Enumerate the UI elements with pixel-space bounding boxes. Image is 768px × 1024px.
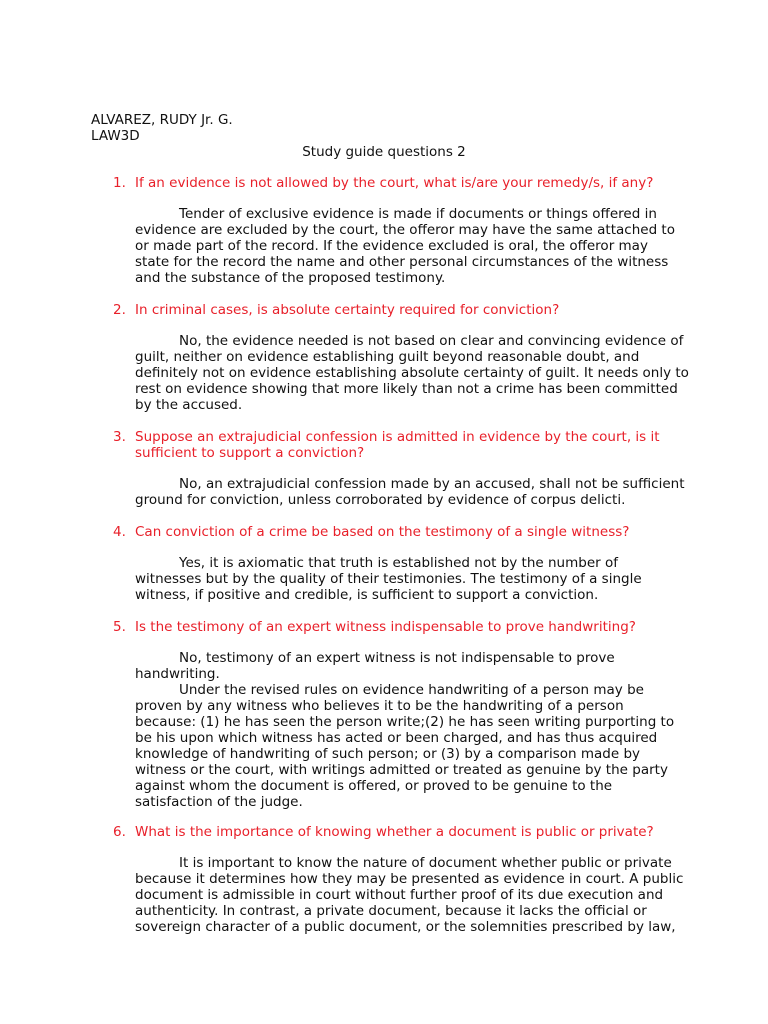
answer-line: witnesses but by the quality of their testimonies. The testimony of a single	[135, 571, 642, 587]
answer-line: authenticity. In contrast, a private document, because it lacks the official or	[135, 903, 647, 919]
answer-line: because: (1) he has seen the person write;(2) he has seen writing purporting to	[135, 714, 675, 730]
answer-line: Yes, it is axiomatic that truth is established not by the number of	[179, 555, 618, 571]
answer-line: No, testimony of an expert witness is not indispensable to prove	[179, 650, 615, 666]
answer-line: Under the revised rules on evidence handwriting of a person may be	[179, 682, 644, 698]
question-number: 5.	[113, 619, 126, 635]
answer-1	[135, 206, 695, 286]
question-number: 3.	[113, 429, 126, 445]
answer-2	[135, 333, 695, 413]
question-text: Can conviction of a crime be based on the testimony of a single witness?	[135, 524, 630, 540]
question-5	[113, 619, 673, 635]
answer-6	[135, 855, 695, 935]
question-number: 6.	[113, 824, 126, 840]
question-number: 4.	[113, 524, 126, 540]
answer-3	[135, 476, 695, 508]
answer-4	[135, 555, 695, 603]
answer-line: sovereign character of a public document, or the solemnities prescribed by law,	[135, 919, 676, 935]
question-4	[113, 524, 673, 540]
question-6	[113, 824, 673, 840]
answer-line: be his upon which witness has acted or been charged, and has thus acquired	[135, 730, 658, 746]
question-text: Is the testimony of an expert witness indispensable to prove handwriting?	[135, 619, 636, 635]
answer-line: rest on evidence showing that more likely than not a crime has been committed	[135, 381, 678, 397]
answer-line: and the substance of the proposed testimony.	[135, 270, 446, 286]
answer-line: witness or the court, with writings admitted or treated as genuine by the party	[135, 762, 668, 778]
question-text: If an evidence is not allowed by the court, what is/are your remedy/s, if any?	[135, 175, 654, 191]
answer-line: against whom the document is offered, or proved to be genuine to the	[135, 778, 613, 794]
answer-line: ground for conviction, unless corroborated by evidence of corpus delicti.	[135, 492, 626, 508]
question-text: Suppose an extrajudicial confession is admitted in evidence by the court, is it	[135, 429, 660, 445]
answer-line: It is important to know the nature of document whether public or private	[179, 855, 672, 871]
answer-line: witness, if positive and credible, is sufficient to support a conviction.	[135, 587, 599, 603]
question-text: What is the importance of knowing whether a document is public or private?	[135, 824, 654, 840]
answer-line: evidence are excluded by the court, the offeror may have the same attached to	[135, 222, 675, 238]
question-number: 1.	[113, 175, 126, 191]
document-subtitle: Study guide questions 2	[302, 144, 466, 160]
answer-line: document is admissible in court without further proof of its due execution and	[135, 887, 664, 903]
question-text: sufficient to support a conviction?	[135, 445, 365, 461]
question-3	[113, 429, 673, 461]
answer-line: guilt, neither on evidence establishing guilt beyond reasonable doubt, and	[135, 349, 640, 365]
answer-line: because it determines how they may be presented as evidence in court. A public	[135, 871, 684, 887]
question-2	[113, 302, 673, 318]
answer-line: proven by any witness who believes it to be the handwriting of a person	[135, 698, 624, 714]
answer-line: satisfaction of the judge.	[135, 794, 303, 810]
question-text: In criminal cases, is absolute certainty required for conviction?	[135, 302, 560, 318]
answer-line: No, an extrajudicial confession made by an accused, shall not be sufficient	[179, 476, 685, 492]
answer-line: Tender of exclusive evidence is made if documents or things offered in	[179, 206, 657, 222]
answer-line: definitely not on evidence establishing absolute certainty of guilt. It needs only to	[135, 365, 689, 381]
answer-line: by the accused.	[135, 397, 243, 413]
answer-line: state for the record the name and other personal circumstances of the witness	[135, 254, 669, 270]
answer-5	[135, 650, 695, 810]
class-code: LAW3D	[91, 128, 140, 144]
answer-line: No, the evidence needed is not based on clear and convincing evidence of	[179, 333, 684, 349]
question-1	[113, 175, 673, 191]
answer-line: handwriting.	[135, 666, 220, 682]
answer-line: knowledge of handwriting of such person; or (3) by a comparison made by	[135, 746, 640, 762]
student-name: ALVAREZ, RUDY Jr. G.	[91, 112, 233, 128]
answer-line: or made part of the record. If the evidence excluded is oral, the offeror may	[135, 238, 648, 254]
question-number: 2.	[113, 302, 126, 318]
